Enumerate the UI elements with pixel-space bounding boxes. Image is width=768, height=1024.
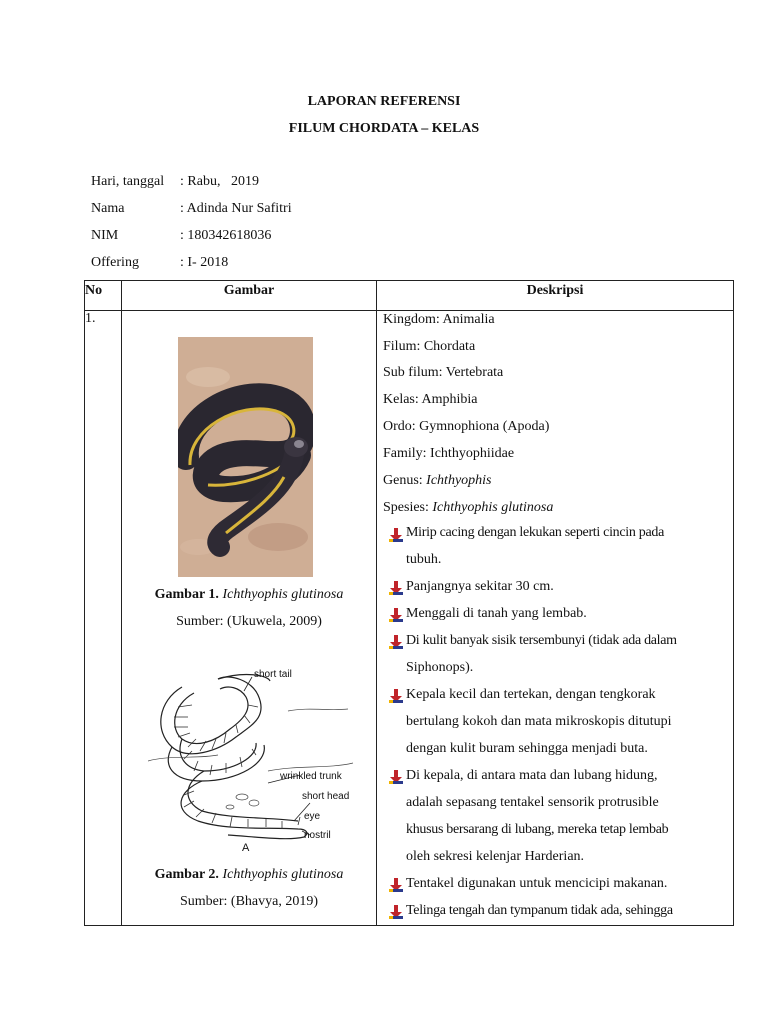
header-deskripsi: Deskripsi bbox=[377, 281, 734, 311]
bullet-5-line-3: dengan kulit buram sehingga menjadi buta. bbox=[406, 741, 648, 756]
table-row bbox=[85, 311, 734, 926]
info-value-name: : Adinda Nur Safitri bbox=[180, 201, 292, 216]
label-eye: eye bbox=[304, 811, 321, 822]
arrow-bullet-icon bbox=[389, 878, 403, 892]
header-no: No bbox=[85, 281, 122, 311]
description-cell bbox=[377, 311, 734, 926]
info-value-date: : Rabu, 2019 bbox=[180, 174, 259, 189]
arrow-bullet-icon bbox=[389, 635, 403, 649]
figure2-caption bbox=[122, 867, 376, 883]
report-title: LAPORAN REFERENSI bbox=[307, 94, 461, 109]
bullet-2-line-1: Panjangnya sekitar 30 cm. bbox=[406, 579, 554, 594]
bullet-5-line-2: bertulang kokoh dan mata mikroskopis ditutupi bbox=[406, 714, 672, 729]
figure2-source: Sumber: (Bhavya, 2019) bbox=[179, 894, 319, 909]
figure2-caption-species: Ichthyophis glutinosa bbox=[222, 867, 344, 882]
taxonomy-kelas: Kelas: Amphibia bbox=[383, 392, 478, 407]
spesies-label: Spesies: bbox=[383, 500, 433, 515]
bullet-1-line-2: tubuh. bbox=[406, 552, 442, 567]
taxonomy-kingdom: Kingdom: Animalia bbox=[383, 312, 495, 327]
info-label-name: Nama bbox=[91, 201, 125, 216]
caecilian-diagram-drawing bbox=[148, 651, 358, 851]
row-number: 1. bbox=[85, 311, 122, 926]
arrow-bullet-icon bbox=[389, 689, 403, 703]
spesies-value: Ichthyophis glutinosa bbox=[432, 500, 554, 515]
bullet-6-line-1: Di kepala, di antara mata dan lubang hidung, bbox=[406, 768, 658, 783]
report-subtitle: FILUM CHORDATA – KELAS bbox=[288, 121, 480, 136]
figure2-caption-prefix: Gambar 2. bbox=[154, 867, 219, 882]
label-nostril: nostril bbox=[304, 830, 331, 841]
header-gambar: Gambar bbox=[122, 281, 377, 311]
bullet-4-line-1: Di kulit banyak sisik tersembunyi (tidak ada dalam bbox=[406, 633, 677, 648]
taxonomy-genus bbox=[383, 473, 492, 489]
arrow-bullet-icon bbox=[389, 905, 403, 919]
genus-value: Ichthyophis bbox=[426, 473, 492, 488]
arrow-bullet-icon bbox=[389, 608, 403, 622]
figure1-caption-prefix: Gambar 1. bbox=[154, 587, 219, 602]
info-label-offering: Offering bbox=[91, 255, 139, 270]
reference-table bbox=[84, 280, 734, 926]
taxonomy-filum: Filum: Chordata bbox=[383, 339, 476, 354]
bullet-6-line-4: oleh sekresi kelenjar Harderian. bbox=[406, 849, 585, 864]
taxonomy-spesies bbox=[383, 500, 553, 516]
caecilian-photo-drawing bbox=[178, 337, 313, 577]
figure1-caption bbox=[122, 587, 376, 603]
genus-label: Genus: bbox=[383, 473, 427, 488]
bullet-6-line-3: khusus bersarang di lubang, mereka tetap lembab bbox=[406, 822, 669, 837]
info-value-nim: : 180342618036 bbox=[180, 228, 272, 243]
bullet-5-line-1: Kepala kecil dan tertekan, dengan tengkorak bbox=[406, 687, 656, 702]
arrow-bullet-icon bbox=[389, 770, 403, 784]
label-letter-a: A bbox=[242, 842, 250, 851]
info-value-offering: : I- 2018 bbox=[180, 255, 229, 270]
label-short-tail: short tail bbox=[254, 669, 292, 680]
image-cell bbox=[122, 311, 377, 926]
figure1-source: Sumber: (Ukuwela, 2009) bbox=[176, 614, 322, 629]
bullet-4-line-2: Siphonops). bbox=[406, 660, 474, 675]
taxonomy-family: Family: Ichthyophiidae bbox=[383, 446, 515, 461]
bullet-8-line-1: Telinga tengah dan tympanum tidak ada, sehingga bbox=[406, 903, 673, 918]
info-label-nim: NIM bbox=[91, 228, 119, 243]
bullet-6-line-2: adalah sepasang tentakel sensorik protrusible bbox=[406, 795, 659, 810]
caecilian-photo bbox=[178, 337, 313, 577]
figure1-caption-species: Ichthyophis glutinosa bbox=[222, 587, 344, 602]
arrow-bullet-icon bbox=[389, 581, 403, 595]
bullet-7-line-1: Tentakel digunakan untuk mencicipi makanan. bbox=[406, 876, 668, 891]
taxonomy-subfilum: Sub filum: Vertebrata bbox=[383, 365, 504, 380]
bullet-1-line-1: Mirip cacing dengan lekukan seperti cincin pada bbox=[406, 525, 665, 540]
label-short-head: short head bbox=[302, 791, 350, 802]
table-header-row bbox=[85, 281, 734, 311]
caecilian-diagram bbox=[148, 651, 358, 851]
label-wrinkled-trunk: wrinkled trunk bbox=[280, 771, 342, 782]
info-label-date: Hari, tanggal bbox=[91, 174, 165, 189]
bullet-3-line-1: Menggali di tanah yang lembab. bbox=[406, 606, 587, 621]
arrow-bullet-icon bbox=[389, 528, 403, 542]
taxonomy-ordo: Ordo: Gymnophiona (Apoda) bbox=[383, 419, 550, 434]
